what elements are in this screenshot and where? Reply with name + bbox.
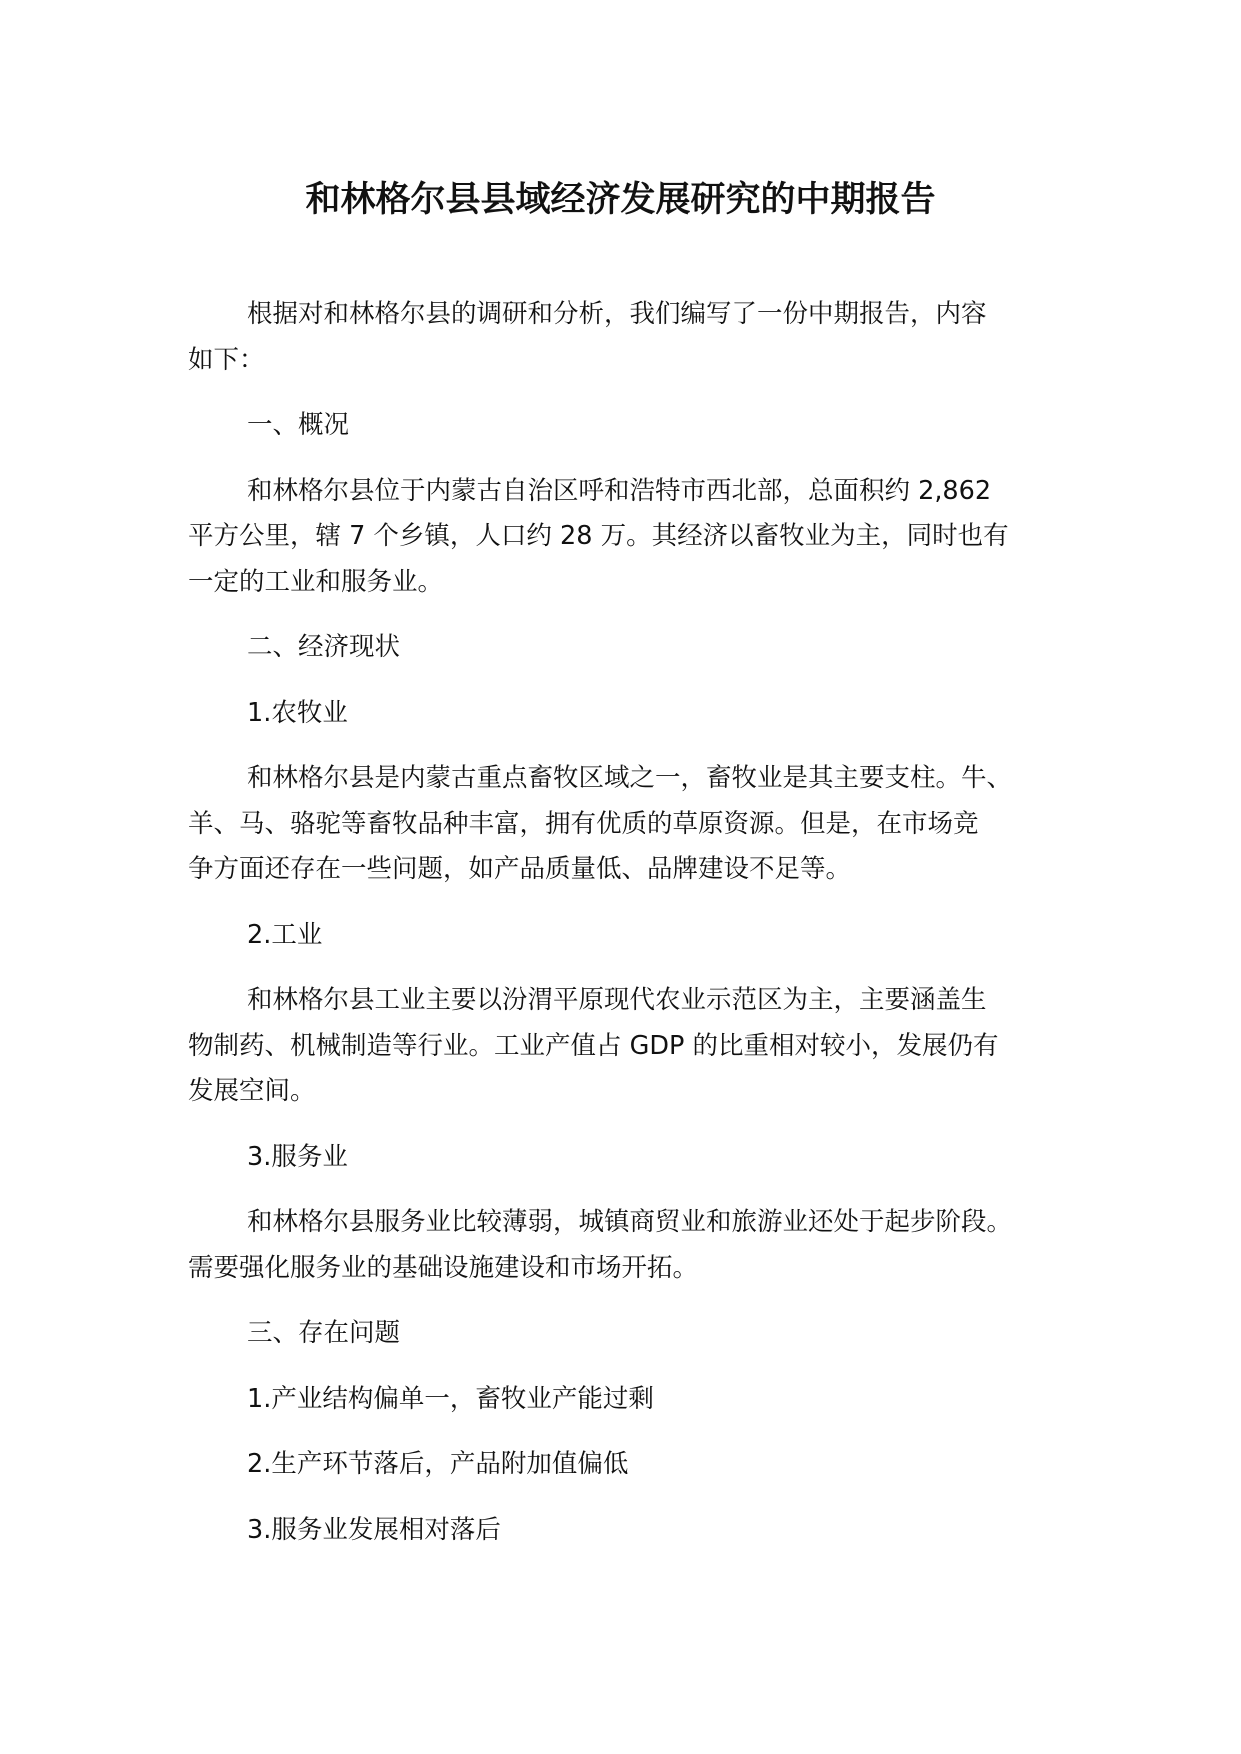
text-line: 发展空间。 (188, 1076, 316, 1106)
text-line: 根据对和林格尔县的调研和分析，我们编写了一份中期报告，内容 (247, 299, 987, 329)
text-line: 羊、马、骆驼等畜牧品种丰富，拥有优质的草原资源。但是，在市场竞 (188, 808, 979, 839)
document-title: 和林格尔县县域经济发展研究的中期报告 (305, 180, 936, 220)
issue-item: 1.产业结构偏单一，畜牧业产能过剩 (247, 1383, 654, 1414)
text-line: 争方面还存在一些问题，如产品质量低、品牌建设不足等。 (188, 854, 852, 884)
issue-item: 3.服务业发展相对落后 (247, 1514, 501, 1545)
document-body (188, 292, 1088, 1573)
services-paragraph (188, 1200, 1088, 1291)
agriculture-paragraph (188, 756, 1088, 893)
text-line: 和林格尔县工业主要以汾渭平原现代农业示范区为主，主要涵盖生 (247, 985, 987, 1015)
subsection-heading-services: 3.服务业 (247, 1141, 348, 1172)
text-line: 和林格尔县位于内蒙古自治区呼和浩特市西北部，总面积约 2,862 (247, 475, 992, 506)
overview-paragraph (188, 469, 1088, 606)
intro-paragraph (188, 292, 1088, 383)
section-heading-issues: 三、存在问题 (247, 1318, 401, 1348)
subsection-heading-agriculture: 1.农牧业 (247, 697, 348, 728)
section-heading-overview: 一、概况 (247, 410, 350, 440)
text-line: 需要强化服务业的基础设施建设和市场开拓。 (188, 1252, 699, 1283)
text-line: 和林格尔县是内蒙古重点畜牧区域之一，畜牧业是其主要支柱。牛、 (247, 763, 1013, 793)
subsection-heading-industry: 2.工业 (247, 919, 323, 950)
text-line: 如下： (188, 344, 265, 375)
industry-paragraph (188, 978, 1088, 1115)
text-line: 和林格尔县服务业比较薄弱，城镇商贸业和旅游业还处于起步阶段。 (247, 1207, 1013, 1237)
text-line: 一定的工业和服务业。 (188, 566, 444, 597)
text-line: 物制药、机械制造等行业。工业产值占 GDP 的比重相对较小，发展仍有 (188, 1030, 999, 1061)
text-line: 平方公里，辖 7 个乡镇，人口约 28 万。其经济以畜牧业为主，同时也有 (188, 521, 1009, 551)
issue-item: 2.生产环节落后，产品附加值偏低 (247, 1449, 629, 1479)
section-heading-economy: 二、经济现状 (247, 632, 401, 662)
